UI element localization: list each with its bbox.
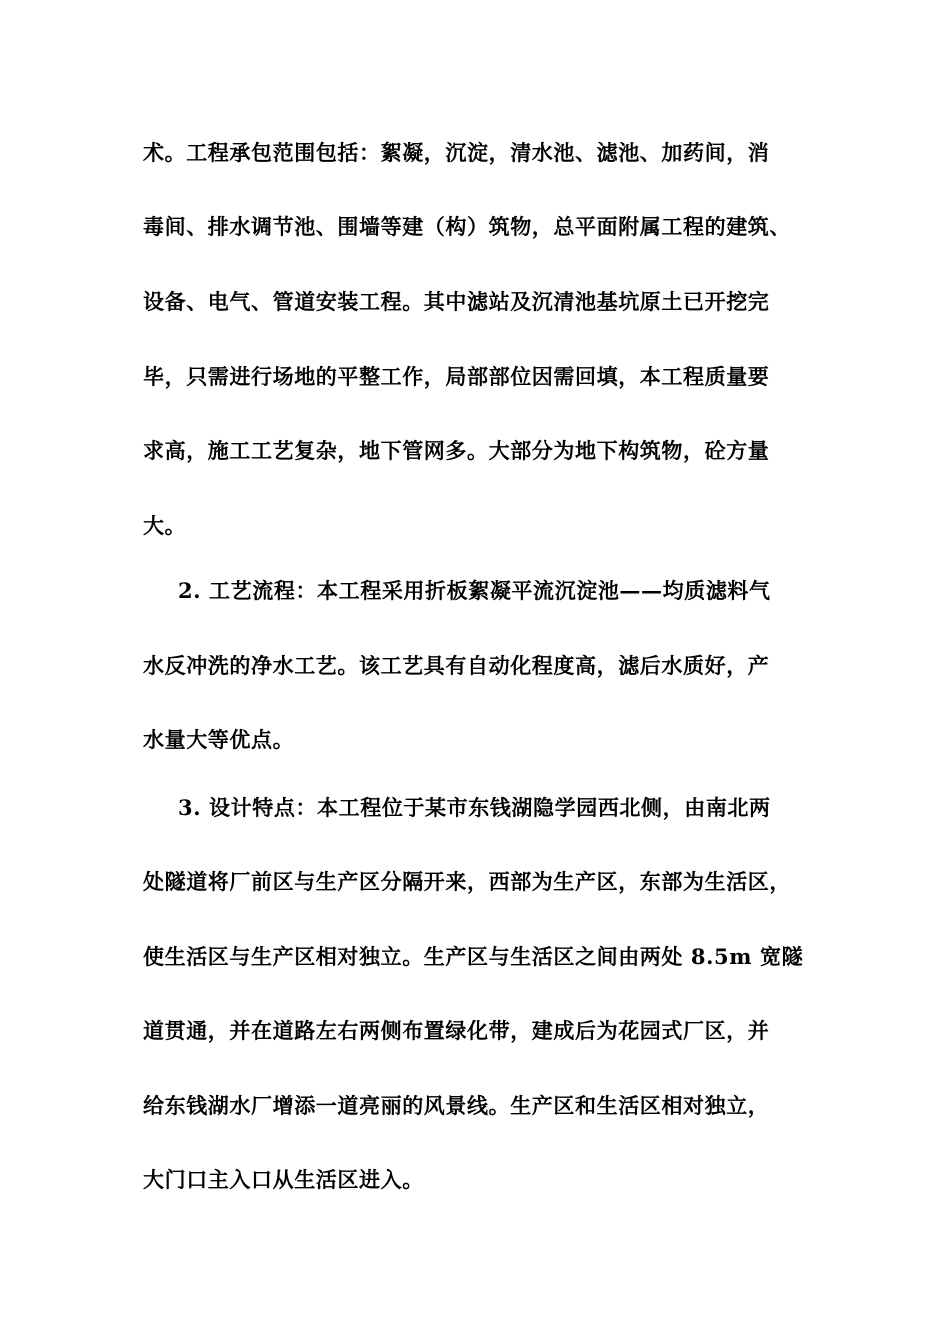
text-line: 水反冲洗的净水工艺。该工艺具有自动化程度高，滤后水质好，产 [143, 653, 770, 678]
paragraph-3-first-line: 3. 设计特点：本工程位于某市东钱湖隐学园西北侧，由南北两 [178, 795, 771, 820]
paragraph-2-first-line: 2. 工艺流程：本工程采用折板絮凝平流沉淀池——均质滤料气 [178, 578, 771, 603]
text-line: 术。工程承包范围包括：絮凝，沉淀，清水池、滤池、加药间，消 [143, 140, 770, 165]
text-line: 毒间、排水调节池、围墙等建（构）筑物，总平面附属工程的建筑、 [143, 214, 791, 239]
text-line: 水量大等优点。 [143, 727, 295, 752]
text-line: 毕，只需进行场地的平整工作，局部部位因需回填，本工程质量要 [143, 364, 770, 389]
text-line: 大门口主入口从生活区进入。 [143, 1167, 424, 1192]
text-line: 道贯通，并在道路左右两侧布置绿化带，建成后为花园式厂区，并 [143, 1018, 770, 1043]
text-line: 设备、电气、管道安装工程。其中滤站及沉清池基坑原土已开挖完 [143, 289, 770, 314]
text-line: 使生活区与生产区相对独立。生产区与生活区之间由两处 8.5m 宽隧 [143, 944, 804, 969]
text-line: 求高，施工工艺复杂，地下管网多。大部分为地下构筑物，砼方量 [143, 438, 770, 463]
text-line: 给东钱湖水厂增添一道亮丽的风景线。生产区和生活区相对独立， [143, 1093, 770, 1118]
text-line: 处隧道将厂前区与生产区分隔开来，西部为生产区，东部为生活区， [143, 869, 791, 894]
text-line: 大。 [143, 513, 187, 538]
